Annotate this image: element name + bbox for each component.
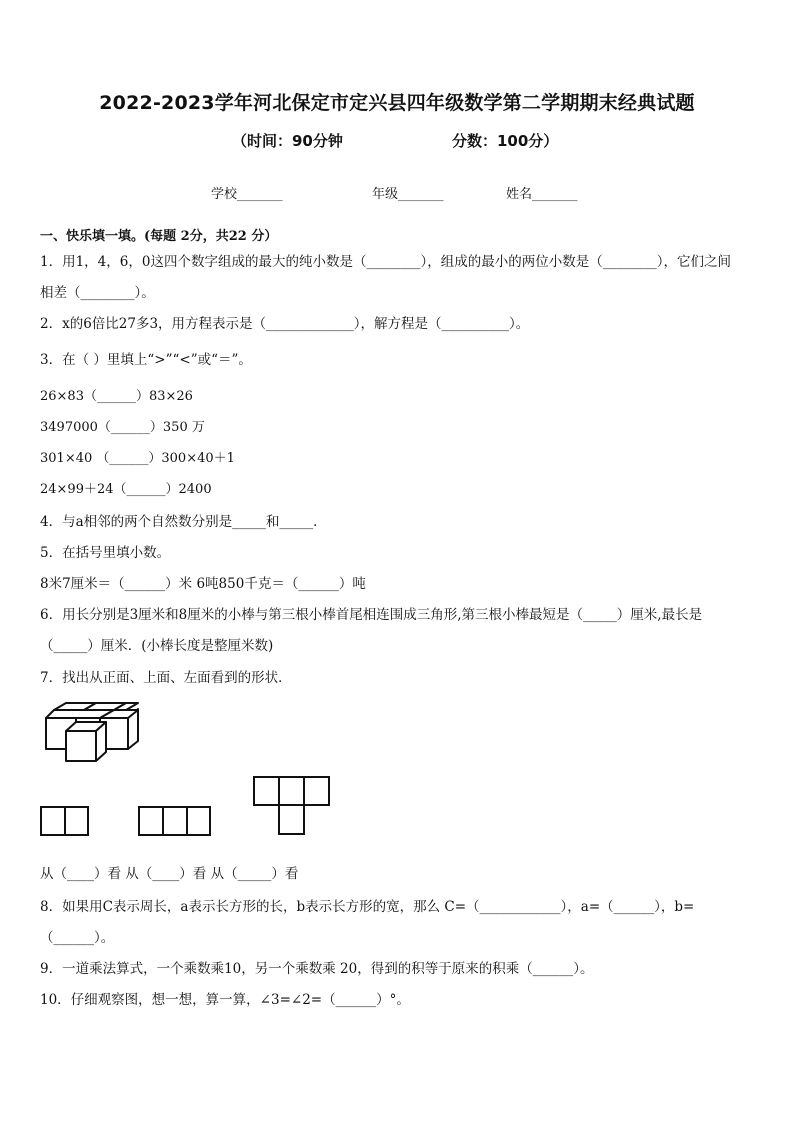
- view-shape-three-squares: [137, 805, 213, 837]
- school-field: 学校_______: [211, 187, 283, 202]
- question-3-item-a: 26×83（______）83×26: [40, 389, 193, 404]
- question-4: 4．与a相邻的两个自然数分别是_____和_____．: [40, 514, 327, 530]
- exam-score: 分数：100分）: [452, 132, 559, 150]
- question-3-item-b: 3497000（______）350 万: [40, 420, 205, 435]
- view-shape-two-squares: [39, 805, 91, 837]
- question-1-line-1: 1．用1，4，6，0这四个数字组成的最大的纯小数是（________），组成的最小的两位小数是（________），它们之间: [40, 254, 731, 270]
- name-field: 姓名_______: [506, 187, 578, 202]
- question-2: 2．x的6倍比27多3，用方程表示是（_____________），解方程是（__________）。: [40, 316, 530, 332]
- question-5: 5．在括号里填小数。: [40, 545, 171, 561]
- question-3-item-d: 24×99＋24（______）2400: [40, 482, 212, 497]
- view-shape-t-shape: [252, 775, 334, 837]
- grade-field: 年级_______: [372, 187, 444, 202]
- question-8-line-1: 8．如果用C表示周长，a表示长方形的长，b表示长方形的宽，那么 C=（____________），a=（______），b=: [40, 899, 695, 915]
- question-3-item-c: 301×40 （______）300×40＋1: [40, 451, 235, 466]
- question-6-line-2: （_____）厘米．(小棒长度是整厘米数): [40, 638, 274, 654]
- question-1-line-2: 相差（________）。: [40, 285, 155, 301]
- question-10: 10．仔细观察图，想一想，算一算，∠3=∠2=（______）°。: [40, 992, 410, 1008]
- exam-time: （时间：90分钟: [232, 132, 343, 150]
- question-9: 9．一道乘法算式，一个乘数乘10，另一个乘数乘 20，得到的积等于原来的积乘（______）。: [40, 961, 594, 977]
- cube-stack-figure: [40, 702, 150, 764]
- question-8-line-2: （______）。: [40, 930, 115, 946]
- question-7-answers: 从（____）看 从（____）看 从（_____）看: [40, 866, 299, 882]
- question-6-line-1: 6．用长分别是3厘米和8厘米的小棒与第三根小棒首尾相连围成三角形,第三根小棒最短是（_____）厘米,最长是: [40, 607, 703, 623]
- question-3: 3．在（ ）里填上“>”“<”或“＝”。: [40, 352, 252, 368]
- section-heading: 一、快乐填一填。(每题 2分，共22 分）: [40, 229, 278, 244]
- question-7: 7．找出从正面、上面、左面看到的形状．: [40, 670, 292, 686]
- question-5-item: 8米7厘米＝（______）米 6吨850千克＝（______）吨: [40, 576, 366, 592]
- exam-title: 2022-2023学年河北保定市定兴县四年级数学第二学期期末经典试题: [99, 92, 695, 114]
